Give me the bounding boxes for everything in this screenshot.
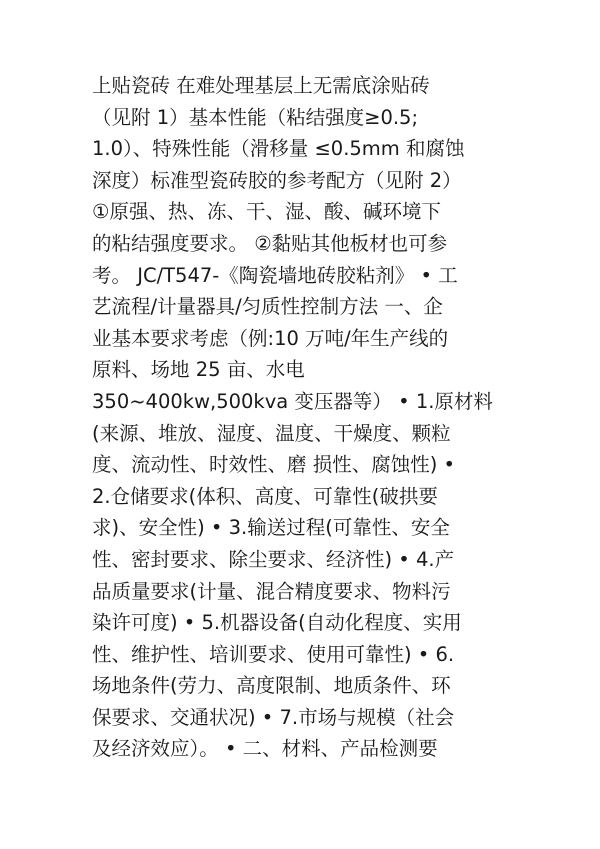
- text-line: (来源、堆放、湿度、温度、干燥度、颗粒: [92, 421, 451, 445]
- text-line: 场地条件(劳力、高度限制、地质条件、环: [92, 674, 451, 698]
- text-line: 求)、安全性) • 3.输送过程(可靠性、安全: [92, 516, 450, 540]
- text-line: 考。 JC/T547-《陶瓷墙地砖胶粘剂》 • 工: [92, 263, 458, 287]
- text-line: 及经济效应）。 • 二、材料、产品检测要: [92, 737, 438, 761]
- text-line: ①原强、热、冻、干、湿、酸、碱环境下: [92, 200, 441, 224]
- text-line: 业基本要求考虑（例:10 万吨/年生产线的: [92, 326, 449, 350]
- text-line: 1.0）、特殊性能（滑移量 ≤0.5mm 和腐蚀: [92, 137, 465, 161]
- text-line: 的粘结强度要求。 ②黏贴其他板材也可参: [92, 231, 448, 255]
- text-line: 性、维护性、培训要求、使用可靠性) • 6.: [92, 642, 455, 666]
- text-line: 上贴瓷砖 在难处理基层上无需底涂贴砖: [92, 74, 430, 97]
- text-line: 度、流动性、时效性、磨 损性、腐蚀性) •: [92, 453, 456, 477]
- body-text: [92, 70, 512, 765]
- text-line: 性、密封要求、除尘要求、经济性) • 4.产: [92, 547, 455, 571]
- text-line: 2.仓储要求(体积、高度、可靠性(破拱要: [92, 484, 438, 508]
- text-line: 染许可度) • 5.机器设备(自动化程度、实用: [92, 611, 462, 635]
- text-line: 艺流程/计量器具/匀质性控制方法 一、企: [92, 295, 443, 319]
- text-line: 深度）标准型瓷砖胶的参考配方（见附 2）: [92, 168, 462, 192]
- text-line: 原料、场地 25 亩、水电: [92, 358, 305, 382]
- text-line: 350~400kw,500kva 变压器等） • 1.原材料: [92, 389, 493, 413]
- text-line: 品质量要求(计量、混合精度要求、物料污: [92, 579, 451, 603]
- text-line: （见附 1）基本性能（粘结强度≥0.5;: [92, 105, 419, 129]
- text-line: 保要求、交通状况) • 7.市场与规模（社会: [92, 705, 455, 729]
